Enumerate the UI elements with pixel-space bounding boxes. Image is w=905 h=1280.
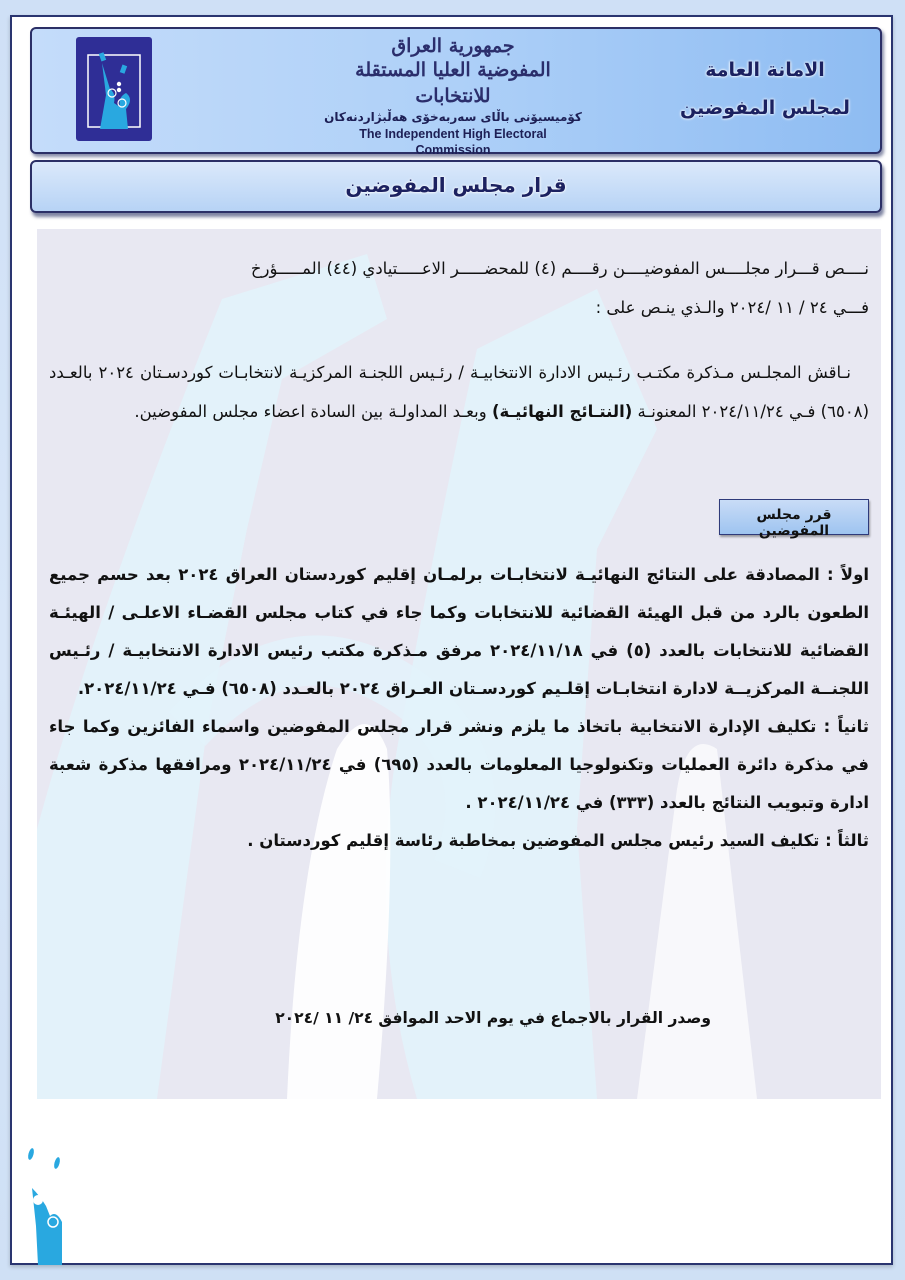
commission-name-kurdish: كۆمیسیۆنی باڵای سەربەخۆی هەڵبژاردنەکان — [324, 110, 582, 124]
discussion-paragraph — [49, 353, 869, 431]
secretariat-line2: لمجلس المفوضين — [680, 97, 850, 119]
decision-label: قرر مجلس المفوضين — [756, 507, 832, 539]
item-label: اولاً : — [827, 565, 870, 584]
decision-items — [49, 556, 869, 860]
decision-item-third — [49, 822, 869, 860]
intro-paragraph — [49, 249, 869, 327]
commission-name-block — [322, 35, 584, 158]
intro-line-2: فـــي ٢٤ / ١١ /٢٠٢٤ والـذي ينـص على : — [595, 298, 869, 317]
country-name: جمهورية العراق — [391, 35, 515, 57]
final-results-emphasis: (النتـائج النهائيـة) — [491, 402, 633, 421]
ihec-logo-icon — [76, 37, 152, 141]
commission-name-english: The Independent High Electoral Commission — [359, 127, 547, 157]
discussion-text-end: وبعـد المداولـة بين السادة اعضاء مجلس المفوضين. — [134, 402, 492, 421]
item-text: تكليف السيد رئيس مجلس المفوضين بمخاطبة رئاسة إقليم كوردستان . — [247, 831, 820, 850]
decision-label-box — [719, 499, 869, 539]
secretariat-line1: الامانة العامة — [705, 59, 825, 81]
discussion-text-start: نـاقش المجلـس مـذكرة مكتـب رئـيس الادارة الانتخابيـة / رئـيس اللجنـة المركزيـة لانتخابـات كوردسـتان ٢٠٢٤ بالعـدد (٦٥٠٨) فـي ٢٠٢٤/١١/٢٤ المعنونـة — [49, 363, 869, 421]
closing-statement: وصدر القرار بالاجماع في يوم الاحد الموافق ٢٤/ ١١ /٢٠٢٤ — [275, 1009, 711, 1027]
document-body — [37, 229, 881, 1099]
commission-name-arabic: المفوضية العليا المستقلة للانتخابات — [355, 59, 551, 107]
item-label: ثالثاً : — [825, 831, 869, 850]
intro-line-1: نــــص قـــرار مجلــــس المفوضيــــن رقــــم (٤) للمحضـــــر الاعـــــتيادي (٤٤) المـــــؤرخ — [250, 259, 869, 278]
footer-logo-icon — [26, 1140, 66, 1265]
item-label: ثانياً : — [823, 717, 870, 736]
document-title: قرار مجلس المفوضين — [345, 173, 567, 197]
letterhead — [30, 27, 882, 157]
decision-item-second — [49, 708, 869, 822]
item-text: المصادقة على النتائج النهائيـة لانتخابـات برلمـان إقليم كوردستان العراق ٢٠٢٤ بعد حسم جميع الطعون بالرد من قبل الهيئة القضائية للانتخابات وكما جاء في كتاب مجلس القضـاء الاعلـى / الهيئـة القضائية للانتخابات بالعدد (٥) في ٢٠٢٤/١١/١٨ مرفق مـذكرة مكتب رئيس الادارة الانتخابيـة / رئـيس اللجنــة المركزيــة لادارة انتخابـات إقلـيم كوردسـتان العـراق ٢٠٢٤ بالعـدد (٦٥٠٨) فـي ٢٠٢٤/١١/٢٤. — [49, 565, 869, 698]
item-text: تكليف الإدارة الانتخابية باتخاذ ما يلزم ونشر قرار مجلس المفوضين واسماء الفائزين وكما جاء في مذكرة دائرة العمليات وتكنولوجيا المعلومات بالعدد (٦٩٥) في ٢٠٢٤/١١/٢٤ ومرافقها مذكرة شعبة ادارة وتبويب النتائج بالعدد (٣٣٣) في ٢٠٢٤/١١/٢٤ . — [49, 717, 869, 812]
secretariat-title — [680, 51, 850, 127]
decision-item-first — [49, 556, 869, 708]
document-title-bar — [30, 160, 882, 213]
